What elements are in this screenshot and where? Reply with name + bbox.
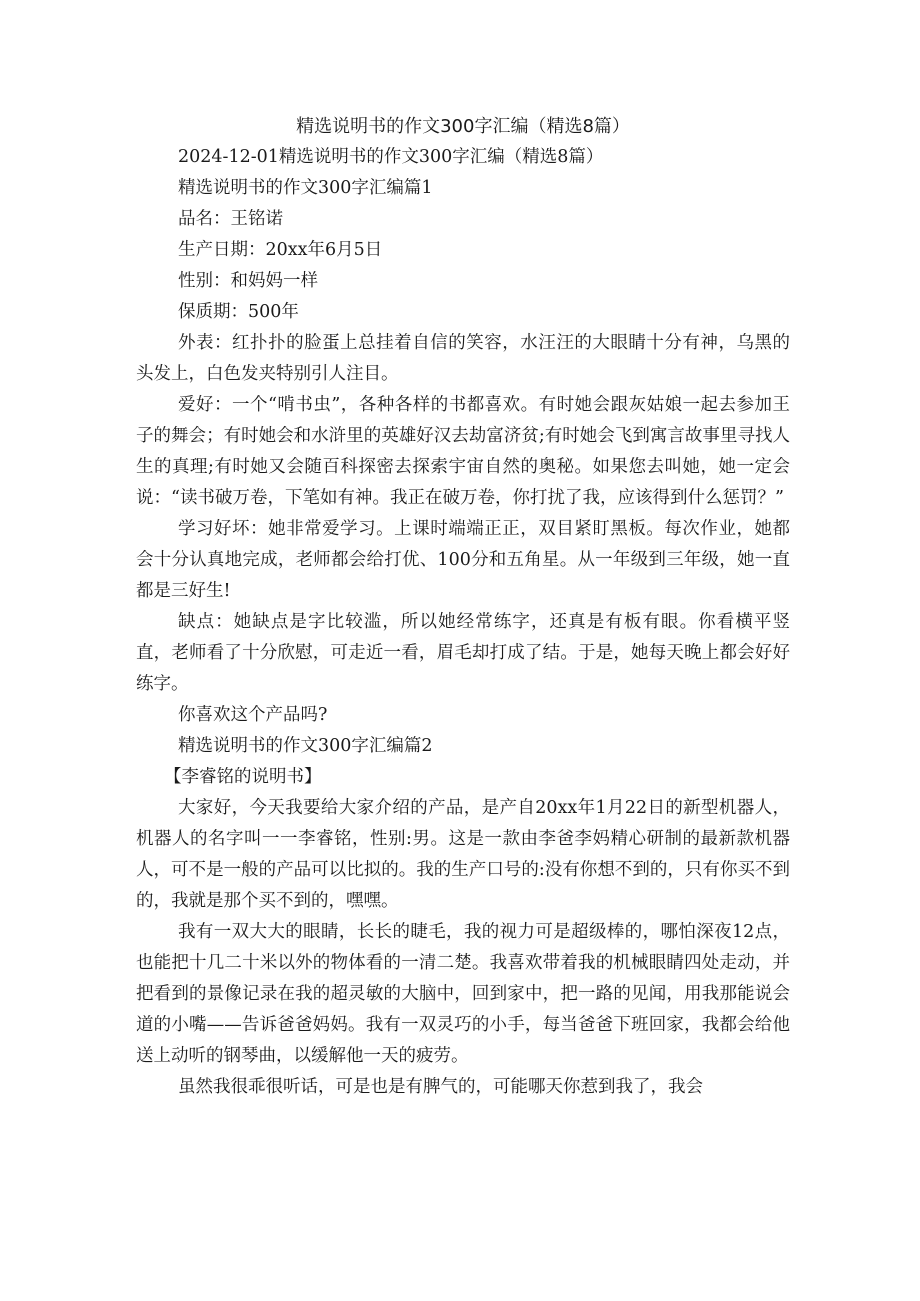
section2-subtitle: 【李睿铭的说明书】 — [164, 767, 322, 787]
eyes-paragraph: 我有一双大大的眼睛，长长的睫毛，我的视力可是超级棒的，哪怕深夜12点，也能把十几二十米以外的物体看的一清二楚。我喜欢带着我的机械眼睛四处走动，并把看到的景像记录在我的超灵敏的大脑中，回到家中，把一路的见闻，用我那能说会道的小嘴——告诉爸爸妈妈。我有一双灵巧的小手，每当爸爸下班回家，我都会给他送上动听的钢琴曲，以缓解他一天的疲劳。 — [136, 922, 790, 1066]
production-date-line: 生产日期：20xx年6月5日 — [178, 240, 383, 260]
weakness-paragraph: 缺点：她缺点是字比较滥，所以她经常练字，还真是有板有眼。你看横平竖直，老师看了十分欣慰，可走近一看，眉毛却打成了结。于是，她每天晚上都会好好练字。 — [136, 612, 790, 694]
section1-heading: 精选说明书的作文300字汇编篇1 — [178, 178, 433, 198]
appearance-paragraph: 外表：红扑扑的脸蛋上总挂着自信的笑容，水汪汪的大眼睛十分有神，乌黑的头发上，白色发夹特别引人注目。 — [136, 333, 790, 384]
date-line: 2024-12-01精选说明书的作文300字汇编（精选8篇） — [178, 147, 604, 167]
document-body — [136, 112, 790, 1103]
study-paragraph: 学习好坏：她非常爱学习。上课时端端正正，双目紧盯黑板。每次作业，她都会十分认真地完成，老师都会给打优、100分和五角星。从一年级到三年级，她一直都是三好生! — [136, 519, 790, 601]
temper-paragraph: 虽然我很乖很听话，可是也是有脾气的，可能哪天你惹到我了，我会 — [178, 1077, 703, 1097]
question-line: 你喜欢这个产品吗? — [178, 705, 328, 725]
gender-line: 性别：和妈妈一样 — [178, 271, 318, 291]
section2-heading: 精选说明书的作文300字汇编篇2 — [178, 736, 433, 756]
intro-paragraph: 大家好，今天我要给大家介绍的产品，是产自20xx年1月22日的新型机器人，机器人的名字叫一一李睿铭，性别:男。这是一款由李爸李妈精心研制的最新款机器人，可不是一般的产品可以比拟的。我的生产口号的:没有你想不到的，只有你买不到的，我就是那个买不到的，嘿嘿。 — [136, 798, 790, 911]
hobby-paragraph: 爱好：一个“啃书虫”，各种各样的书都喜欢。有时她会跟灰姑娘一起去参加王子的舞会；有时她会和水浒里的英雄好汉去劫富济贫;有时她会飞到寓言故事里寻找人生的真理;有时她又会随百科探密去探索宇宙自然的奥秘。如果您去叫她，她一定会说：“读书破万卷，下笔如有神。我正在破万卷，你打扰了我，应该得到什么惩罚？” — [136, 395, 790, 508]
shelf-life-line: 保质期：500年 — [178, 302, 299, 322]
product-name-line: 品名：王铭诺 — [178, 209, 283, 229]
document-title: 精选说明书的作文300字汇编（精选8篇） — [296, 116, 630, 137]
